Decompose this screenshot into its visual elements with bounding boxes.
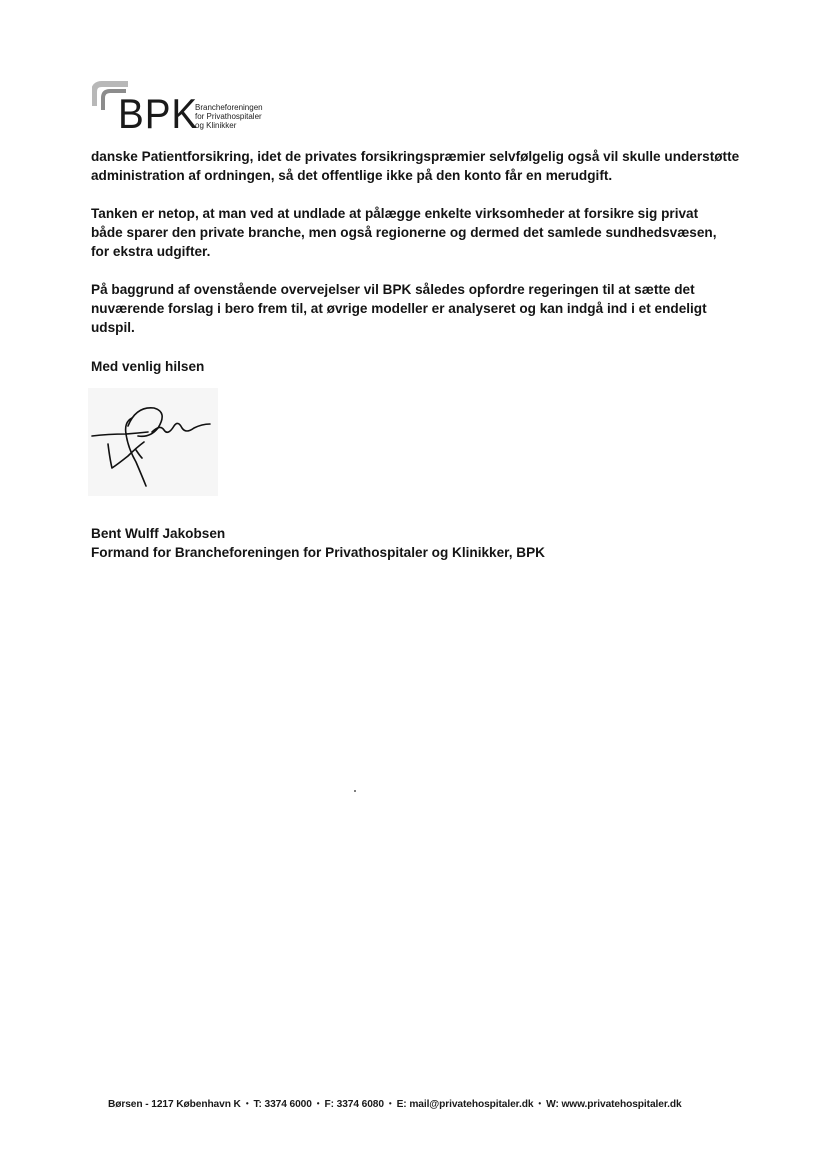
- signature-image: [88, 388, 218, 496]
- paragraph: [91, 147, 751, 185]
- footer-separator: •: [538, 1099, 542, 1108]
- signer-name: Bent Wulff Jakobsen: [91, 526, 226, 541]
- stray-mark: [354, 790, 356, 792]
- handwritten-signature-icon: [88, 388, 218, 496]
- letter-body: [91, 147, 751, 356]
- logo-subtitle-line: og Klinikker: [195, 121, 237, 130]
- closing-salutation: Med venlig hilsen: [91, 359, 205, 374]
- text-line: administration af ordningen, så det offentlige ikke på den konto får en merudgift.: [91, 168, 613, 183]
- text-line: På baggrund af ovenstående overvejelser vil BPK således opfordre regeringen til at sætte det: [91, 282, 695, 297]
- footer-phone: T: 3374 6000: [253, 1099, 312, 1110]
- text-line: danske Patientforsikring, idet de privates forsikringspræmier selvfølgelig også vil skulle understøtte: [91, 149, 740, 164]
- footer-separator: •: [316, 1099, 320, 1108]
- text-line: for ekstra udgifter.: [91, 244, 211, 259]
- footer-separator: •: [245, 1099, 249, 1108]
- logo-subtitle-line: for Privathospitaler: [195, 112, 262, 121]
- footer-website: W: www.privatehospitaler.dk: [546, 1099, 682, 1110]
- bpk-logo: [92, 80, 282, 142]
- signer-title: Formand for Brancheforeningen for Privathospitaler og Klinikker, BPK: [91, 545, 545, 560]
- logo-subtitle-line: Brancheforeningen: [195, 103, 263, 112]
- logo-subtitle: [195, 103, 263, 130]
- paragraph: [91, 204, 751, 261]
- letter-footer: [108, 1097, 718, 1112]
- text-line: Tanken er netop, at man ved at undlade at pålægge enkelte virksomheder at forsikre sig privat: [91, 206, 699, 221]
- footer-fax: F: 3374 6080: [324, 1099, 384, 1110]
- footer-address: Børsen - 1217 København K: [108, 1099, 241, 1110]
- text-line: både sparer den private branche, men også regionerne og dermed det samlede sundhedsvæsen,: [91, 225, 717, 240]
- text-line: nuværende forslag i bero frem til, at øvrige modeller er analyseret og kan indgå ind i et endeligt: [91, 301, 707, 316]
- footer-email: E: mail@privatehospitaler.dk: [396, 1099, 534, 1110]
- footer-separator: •: [388, 1099, 392, 1108]
- paragraph: [91, 280, 751, 337]
- text-line: udspil.: [91, 320, 135, 335]
- signer-block: [91, 524, 545, 562]
- logo-letters: BPK: [118, 90, 199, 137]
